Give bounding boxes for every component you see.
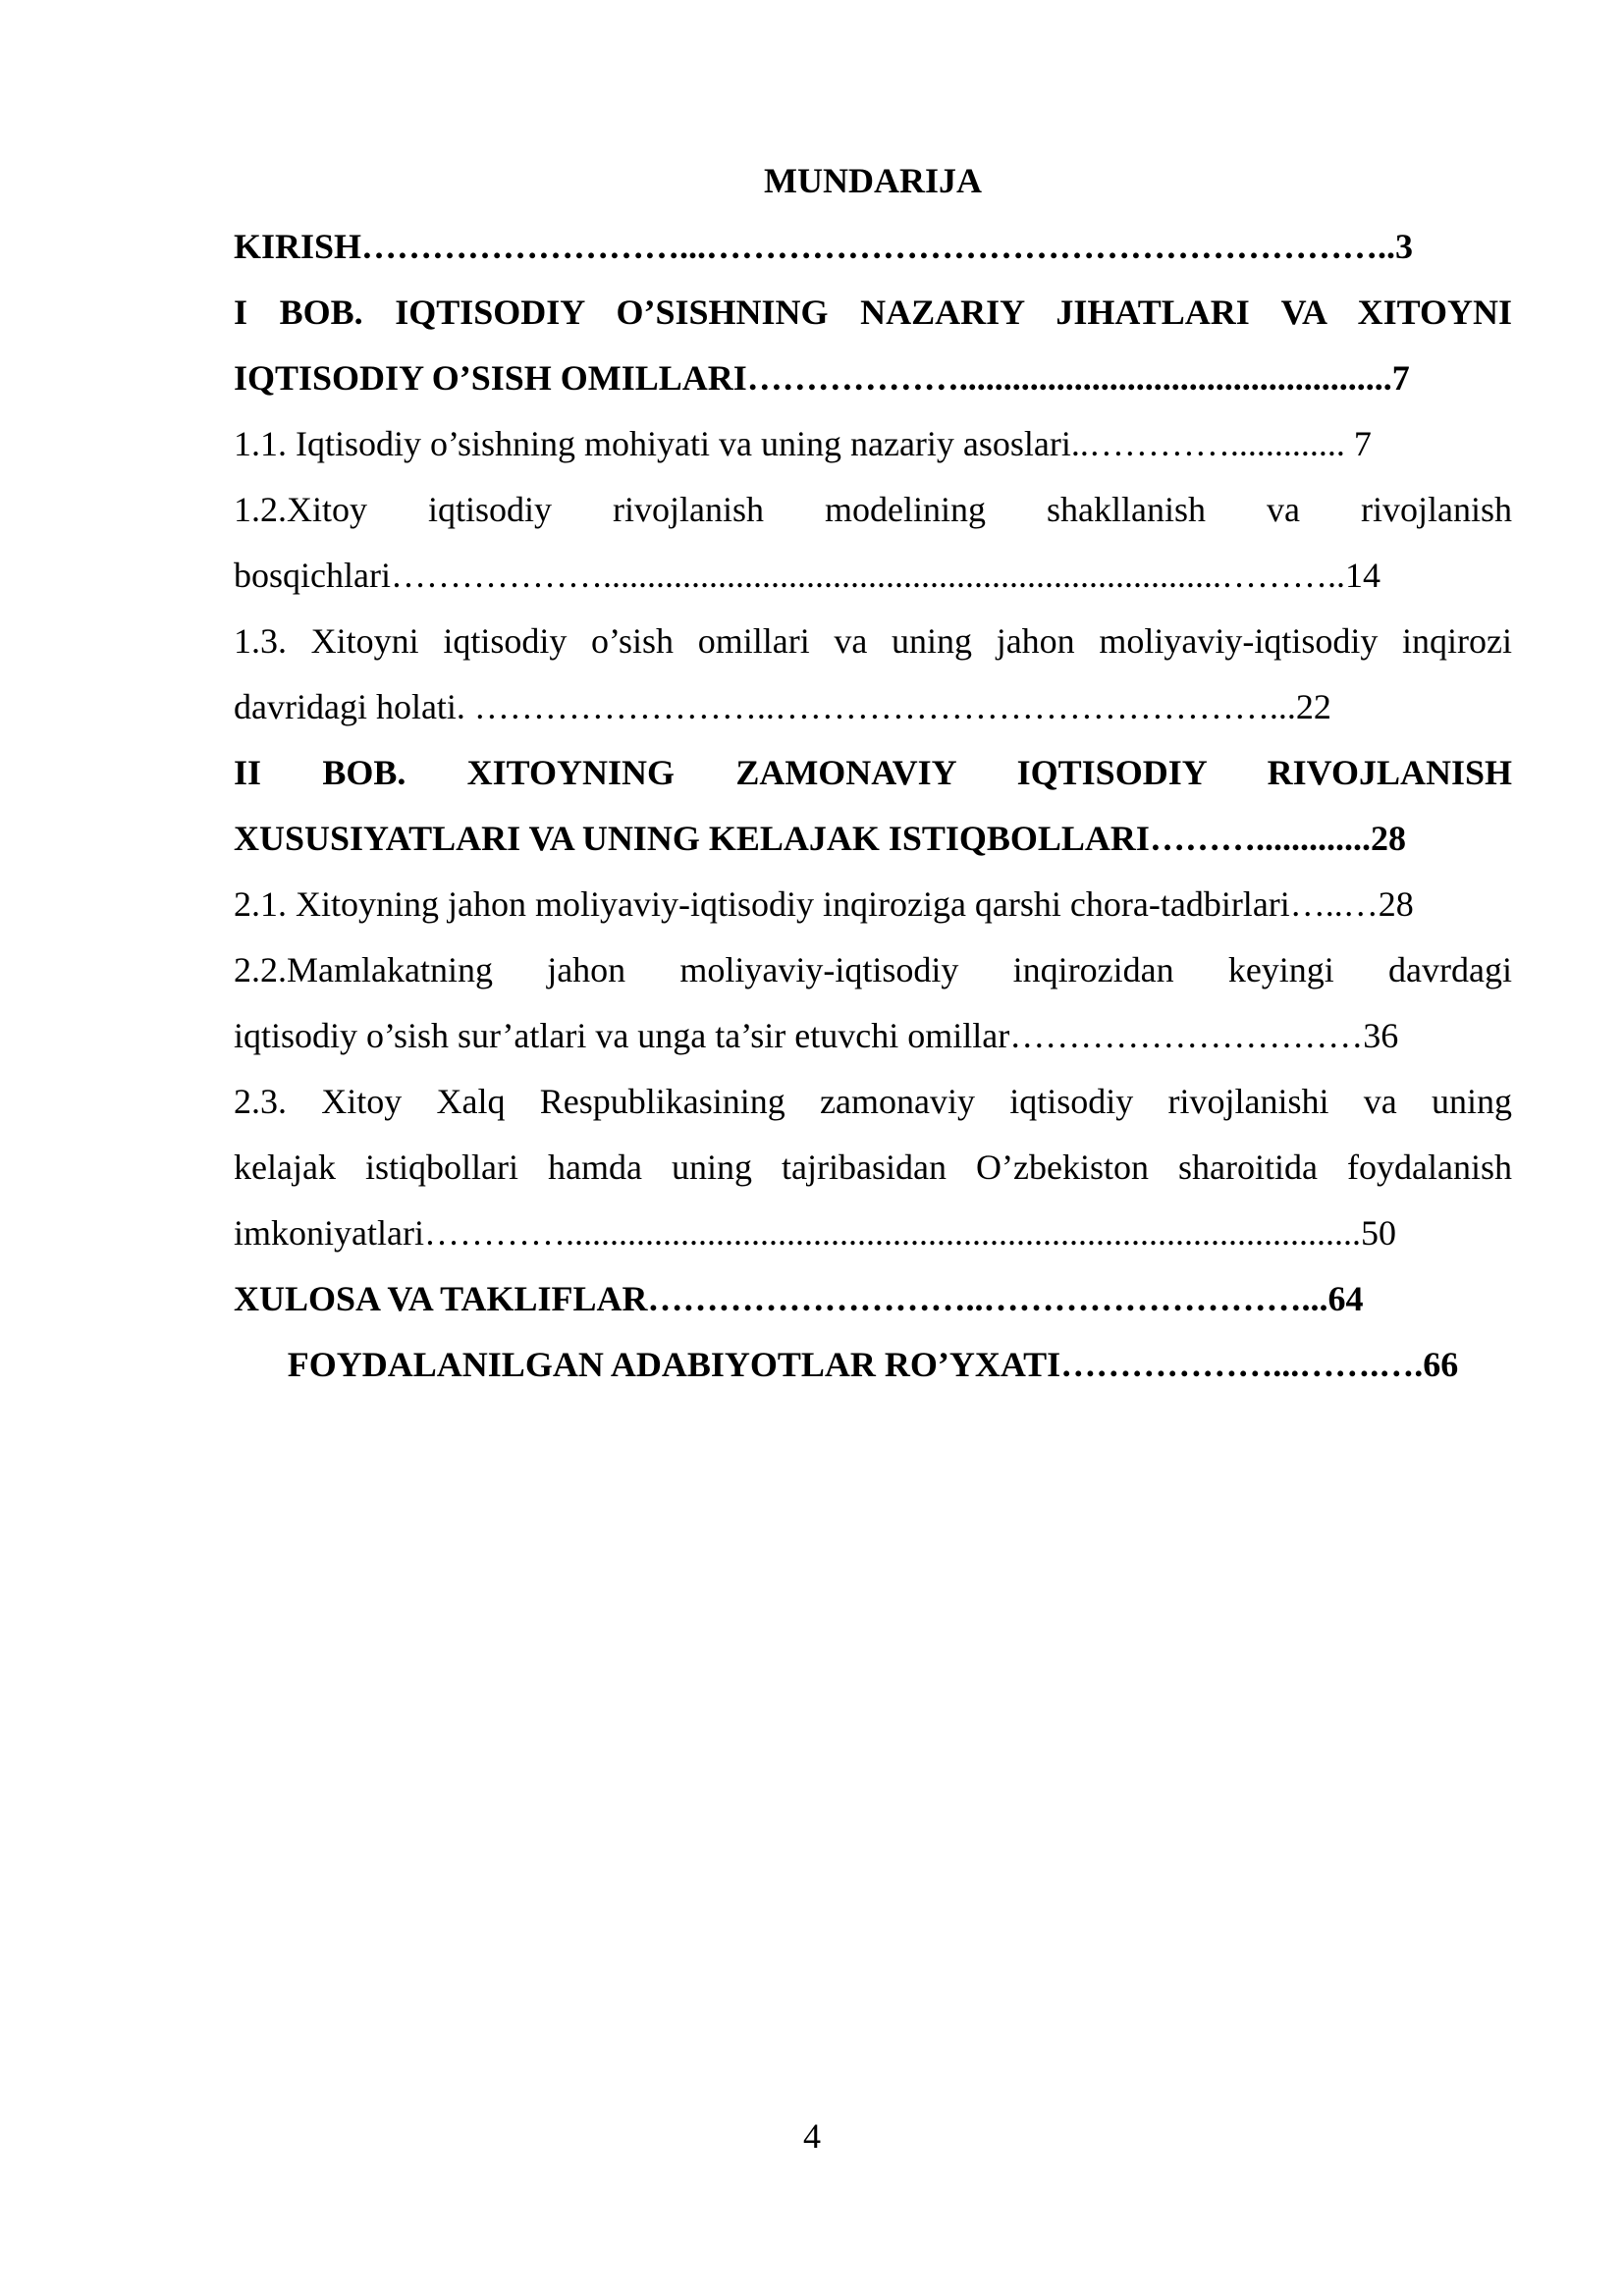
toc-entry-1-2-cont: bosqichlari………………......................................................................………..14 <box>234 556 1380 595</box>
toc-chapter-1-heading-cont: IQTISODIY O’SISH OMILLARI……………….................................................7 <box>234 358 1410 398</box>
toc-entry-2-3-cont-2: imkoniyatlari…………..........................................................................................50 <box>234 1213 1396 1253</box>
toc-entry-2-1: 2.1. Xitoyning jahon moliyaviy-iqtisodiy inqiroziga qarshi chora-tadbirlari…..…28 <box>234 884 1414 924</box>
toc-entry-1-3: 1.3. Xitoyni iqtisodiy o’sish omillari va uning jahon moliyaviy-iqtisodiy inqirozi <box>234 621 1512 661</box>
toc-entry-2-2-cont: iqtisodiy o’sish sur’atlari va unga ta’sir etuvchi omillar…………………………36 <box>234 1016 1399 1055</box>
table-of-contents <box>234 147 1512 1398</box>
toc-entry-2-3-cont: kelajak istiqbollari hamda uning tajribasidan O’zbekiston sharoitida foydalanish <box>234 1148 1512 1187</box>
toc-chapter-2-heading: II BOB. XITOYNING ZAMONAVIY IQTISODIY RIVOJLANISH <box>234 753 1512 792</box>
toc-title: MUNDARIJA <box>764 161 982 200</box>
toc-entry-2-2: 2.2.Mamlakatning jahon moliyaviy-iqtisodiy inqirozidan keyingi davrdagi <box>234 950 1512 989</box>
toc-entry-references: FOYDALANILGAN ADABIYOTLAR RO’YXATI………………...…….….66 <box>287 1345 1459 1384</box>
toc-entry-1-1: 1.1. Iqtisodiy o’sishning mohiyati va uning nazariy asoslari..…………............. 7 <box>234 424 1372 463</box>
toc-entry-introduction: KIRISH………………………...…………………………………………………..3 <box>234 227 1414 266</box>
page-number: 4 <box>803 2116 821 2156</box>
toc-chapter-1-heading: I BOB. IQTISODIY O’SISHNING NAZARIY JIHATLARI VA XITOYNI <box>234 293 1512 332</box>
toc-entry-1-3-cont: davridagi holati. ……………………..……………………………………...22 <box>234 687 1331 726</box>
toc-entry-conclusions: XULOSA VA TAKLIFLAR………………………..………………………...64 <box>234 1279 1364 1318</box>
toc-entry-2-3: 2.3. Xitoy Xalq Respublikasining zamonaviy iqtisodiy rivojlanishi va uning <box>234 1082 1512 1121</box>
toc-entry-1-2: 1.2.Xitoy iqtisodiy rivojlanish modelining shakllanish va rivojlanish <box>234 490 1512 529</box>
toc-chapter-2-heading-cont: XUSUSIYATLARI VA UNING KELAJAK ISTIQBOLLARI……….............28 <box>234 819 1406 858</box>
